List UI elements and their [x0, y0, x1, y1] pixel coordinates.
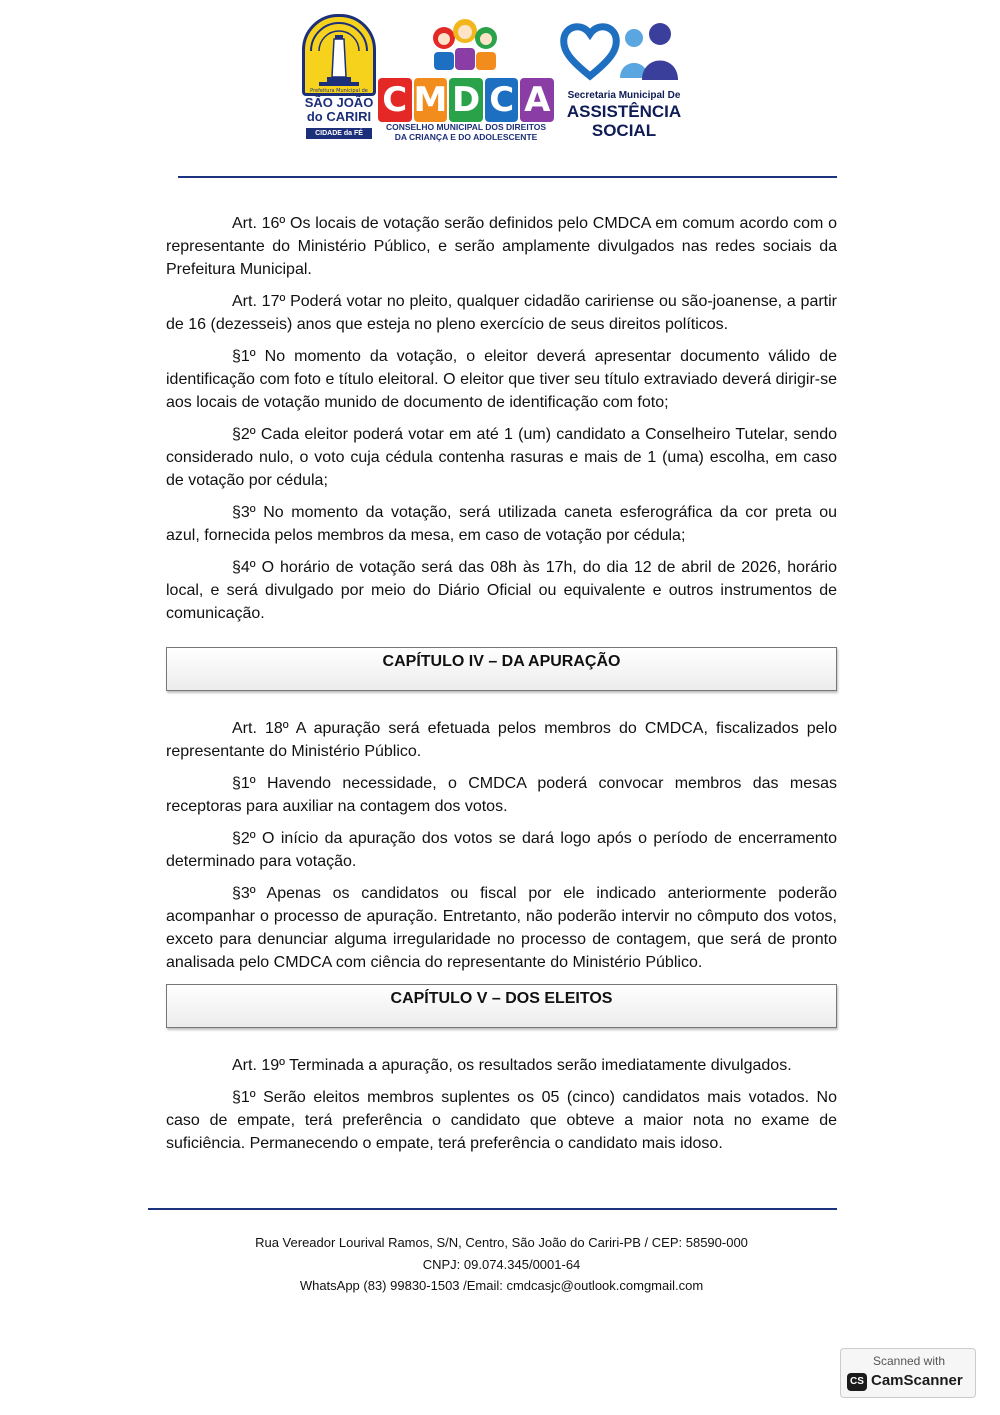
- article-19: Art. 19º Terminada a apuração, os resultados serão imediatamente divulgados.: [232, 1057, 792, 1074]
- article-17-paragraph-1: §1º No momento da votação, o eleitor deverá apresentar documento válido de identificação com foto e título eleitoral. O eleitor que tiver seu título extraviado deverá dirigir-se aos locais de votação munido de documento de identificação com foto;: [166, 348, 837, 411]
- cmdca-letter: C: [378, 78, 412, 122]
- footer-contact: WhatsApp (83) 99830-1503 /Email: cmdcasjc@outlook.comgmail.com: [299, 1278, 704, 1293]
- cmdca-letter: A: [520, 78, 554, 122]
- article-17-paragraph-2: §2º Cada eleitor poderá votar em até 1 (um) candidato a Conselheiro Tutelar, sendo considerado nulo, o voto cuja cédula contenha rasuras e mais de 1 (uma) escolha, em caso de votação por cédula;: [166, 426, 837, 489]
- sj-tagline: CIDADE da FÉ: [306, 128, 372, 139]
- document-body: [166, 212, 837, 1164]
- article-18: Art. 18º A apuração será efetuada pelos membros do CMDCA, fiscalizados pelo representante do Ministério Público.: [166, 720, 837, 760]
- header-logos: [0, 10, 1000, 140]
- cmdca-subtitle: [378, 122, 554, 142]
- article-19-paragraph-1: §1º Serão eleitos membros suplentes os 05 (cinco) candidatos mais votados. No caso de empate, terá preferência o candidato que obteve a maior nota no exame de suficiência. Permanecendo o empate, terá preferência o candidato mais idoso.: [166, 1089, 837, 1152]
- article-18-paragraph-3: §3º Apenas os candidatos ou fiscal por ele indicado anteriormente poderão acompanhar o processo de apuração. Entretanto, não poderão intervir no cômputo dos votos, exceto para denunciar alguma irregularidade no processo de contagem, que será de pronto analisada pelo CMDCA com ciência do representante do Ministério Público.: [166, 885, 837, 971]
- article-18-paragraph-2: §2º O início da apuração dos votos se dará logo após o período de encerramento determinado para votação.: [166, 830, 837, 870]
- watermark-top-text: Scanned with: [872, 1354, 946, 1368]
- article-18-paragraph-1: §1º Havendo necessidade, o CMDCA poderá convocar membros das mesas receptoras para auxiliar na contagem dos votos.: [166, 775, 837, 815]
- sao-joao-do-cariri-logo: [302, 14, 376, 138]
- sj-small-text: Prefeitura Municipal de: [310, 88, 368, 93]
- camscanner-watermark: [840, 1348, 976, 1398]
- children-icon: [430, 18, 500, 72]
- sas-line1: Secretaria Municipal De: [567, 90, 681, 101]
- footer-address: Rua Vereador Lourival Ramos, S/N, Centro, São João do Cariri-PB / CEP: 58590-000: [255, 1235, 748, 1250]
- secretaria-assistencia-social-logo: [560, 20, 688, 140]
- footer: [166, 1232, 837, 1297]
- sj-name-line2: do CARIRI: [306, 109, 372, 124]
- article-17: Art. 17º Poderá votar no pleito, qualquer cidadão caririense ou são-joanense, a partir de 16 (dezesseis) anos que esteja no pleno exercício de seus direitos políticos.: [166, 293, 837, 333]
- cmdca-letter: M: [413, 80, 448, 120]
- sas-line2: ASSISTÊNCIA: [566, 102, 682, 121]
- cmdca-subtitle-line2: DA CRIANÇA E DO ADOLESCENTE: [394, 132, 538, 142]
- watermark-brand: CamScanner: [871, 1372, 963, 1389]
- article-17-paragraph-4: §4º O horário de votação será das 08h às 17h, do dia 12 de abril de 2026, horário local, e será divulgado por meio do Diário Oficial ou equivalente e outros instrumentos de comunicação.: [166, 559, 837, 622]
- chapter-heading-v: CAPÍTULO V – DOS ELEITOS: [166, 984, 837, 1028]
- cmdca-letter: D: [449, 78, 483, 122]
- cmdca-subtitle-line1: CONSELHO MUNICIPAL DOS DIREITOS: [385, 122, 547, 132]
- cmdca-wordmark: [378, 78, 554, 122]
- footer-divider: [148, 1208, 837, 1210]
- header-divider: [178, 176, 837, 178]
- cmdca-letter: C: [485, 78, 519, 122]
- sas-line3: SOCIAL: [591, 121, 657, 140]
- footer-cnpj: CNPJ: 09.074.345/0001-64: [422, 1256, 581, 1272]
- camscanner-icon: CS: [847, 1373, 867, 1391]
- sj-name: [302, 96, 376, 124]
- article-17-paragraph-3: §3º No momento da votação, será utilizada caneta esferográfica da cor preta ou azul, fornecida pelos membros da mesa, em caso de votação por cédula;: [166, 504, 837, 544]
- cmdca-logo: [378, 18, 554, 140]
- sas-name: [560, 90, 688, 140]
- lighthouse-shield-icon: [302, 14, 376, 96]
- article-16: Art. 16º Os locais de votação serão definidos pelo CMDCA em comum acordo com o representante do Ministério Público, e serão amplamente divulgados nas redes sociais da Prefeitura Municipal.: [166, 215, 837, 278]
- heart-people-icon: [560, 20, 688, 86]
- chapter-heading-iv: CAPÍTULO IV – DA APURAÇÃO: [166, 647, 837, 691]
- sj-name-line1: SÃO JOÃO: [304, 95, 374, 110]
